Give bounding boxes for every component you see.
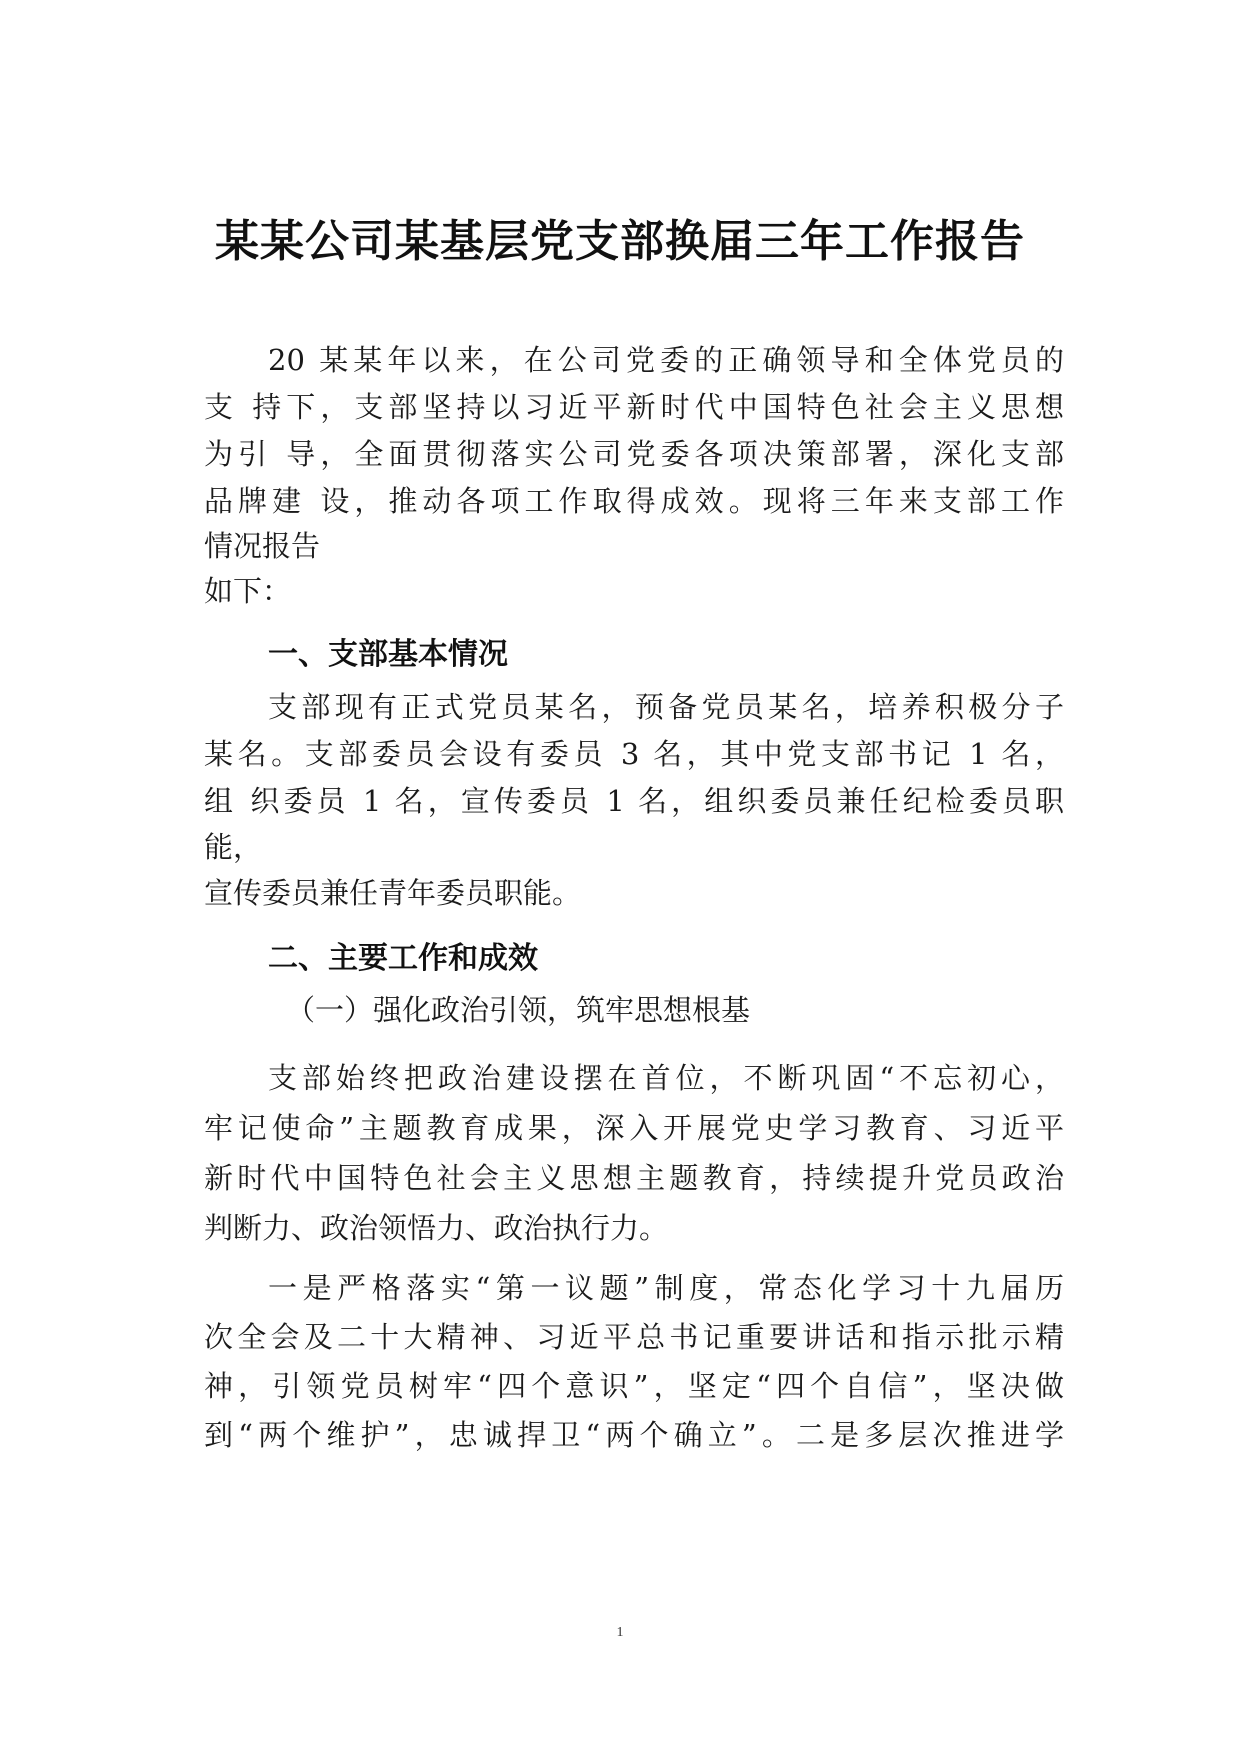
intro-line-5: 情况报告 — [204, 529, 321, 563]
intro-line-4: 品牌建 设，推动各项工作取得成效。现将三年来支部工作 — [204, 484, 1064, 518]
document-title: 某某公司某基层党支部换届三年工作报告 — [215, 216, 1025, 267]
section1-line-2: 某名。支部委员会设有委员 3 名，其中党支部书记 1 名， — [204, 737, 1064, 771]
section1-line-3: 组 织委员 1 名，宣传委员 1 名，组织委员兼任纪检委员职 — [204, 784, 1064, 818]
section2-subheading: （一）强化政治引领，筑牢思想根基 — [286, 993, 751, 1027]
section1-line-1: 支部现有正式党员某名，预备党员某名，培养积极分子 — [268, 690, 1064, 724]
section2-para2-line-1: 一是严格落实“第一议题”制度，常态化学习十九届历 — [268, 1271, 1064, 1305]
intro-line-2: 支 持下，支部坚持以习近平新时代中国特色社会主义思想 — [204, 390, 1064, 424]
section2-para2-line-3: 神，引领党员树牢“四个意识”，坚定“四个自信”，坚决做 — [204, 1369, 1064, 1403]
section2-para1-line-1: 支部始终把政治建设摆在首位，不断巩固“不忘初心， — [268, 1061, 1064, 1095]
section1-line-5: 宣传委员兼任青年委员职能。 — [204, 876, 582, 910]
section1-line-4: 能， — [204, 830, 263, 864]
section2-para1-line-4: 判断力、政治领悟力、政治执行力。 — [204, 1211, 669, 1245]
section2-para2-line-4: 到“两个维护”，忠诚捍卫“两个确立”。二是多层次推进学 — [204, 1418, 1064, 1452]
section2-para1-line-2: 牢记使命”主题教育成果，深入开展党史学习教育、习近平 — [204, 1111, 1064, 1145]
intro-line-3: 为引 导，全面贯彻落实公司党委各项决策部署，深化支部 — [204, 437, 1064, 471]
intro-line-6: 如下： — [204, 574, 292, 608]
section2-para2-line-2: 次全会及二十大精神、习近平总书记重要讲话和指示批示精 — [204, 1320, 1064, 1354]
section1-heading: 一、支部基本情况 — [268, 637, 508, 672]
page-number: 1 — [616, 1625, 624, 1640]
section2-para1-line-3: 新时代中国特色社会主义思想主题教育，持续提升党员政治 — [204, 1161, 1064, 1195]
intro-line-1: 20 某某年以来，在公司党委的正确领导和全体党员的 — [268, 343, 1064, 377]
section2-heading: 二、主要工作和成效 — [268, 941, 538, 976]
